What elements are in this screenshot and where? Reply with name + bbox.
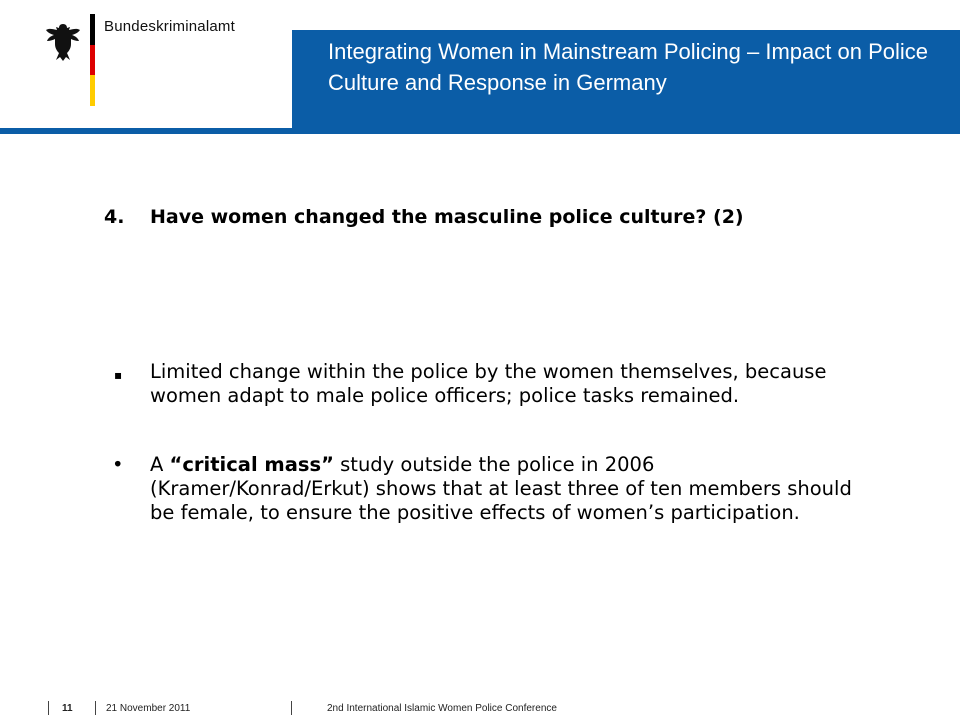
round-bullet-icon: • [112,453,124,476]
logo-area [28,0,248,128]
heading-text: Have women changed the masculine police culture? (2) [150,206,744,228]
flag-black [90,14,95,45]
flag-red [90,45,95,76]
footer-conference: 2nd International Islamic Women Police Conference [327,703,557,714]
bullet-text [150,453,874,525]
flag-gold [90,75,95,106]
bullet-emphasis: “critical mass” [169,453,334,476]
page-number: 11 [62,703,73,714]
bullet-suffix: study outside the police in 2006 (Kramer/Konrad/Erkut) shows that at least three of ten members should be female, to ensure the positive effects of women’s participation. [150,453,852,524]
square-bullet-icon: ▪ [114,368,123,382]
footer-divider [48,701,49,715]
heading-number: 4. [104,206,125,228]
flag-stripe [90,14,95,106]
footer [0,700,960,720]
federal-eagle-icon [44,20,82,64]
bullet-prefix: A [150,453,170,476]
agency-name: Bundeskriminalamt [104,18,235,35]
slide-title: Integrating Women in Mainstream Policing – Impact on Police Culture and Response in Germany [328,39,928,95]
footer-divider [95,701,96,715]
bullet-text: Limited change within the police by the women themselves, because women adapt to male police officers; police tasks remained. [150,360,827,407]
footer-divider [291,701,292,715]
footer-date: 21 November 2011 [106,703,191,714]
